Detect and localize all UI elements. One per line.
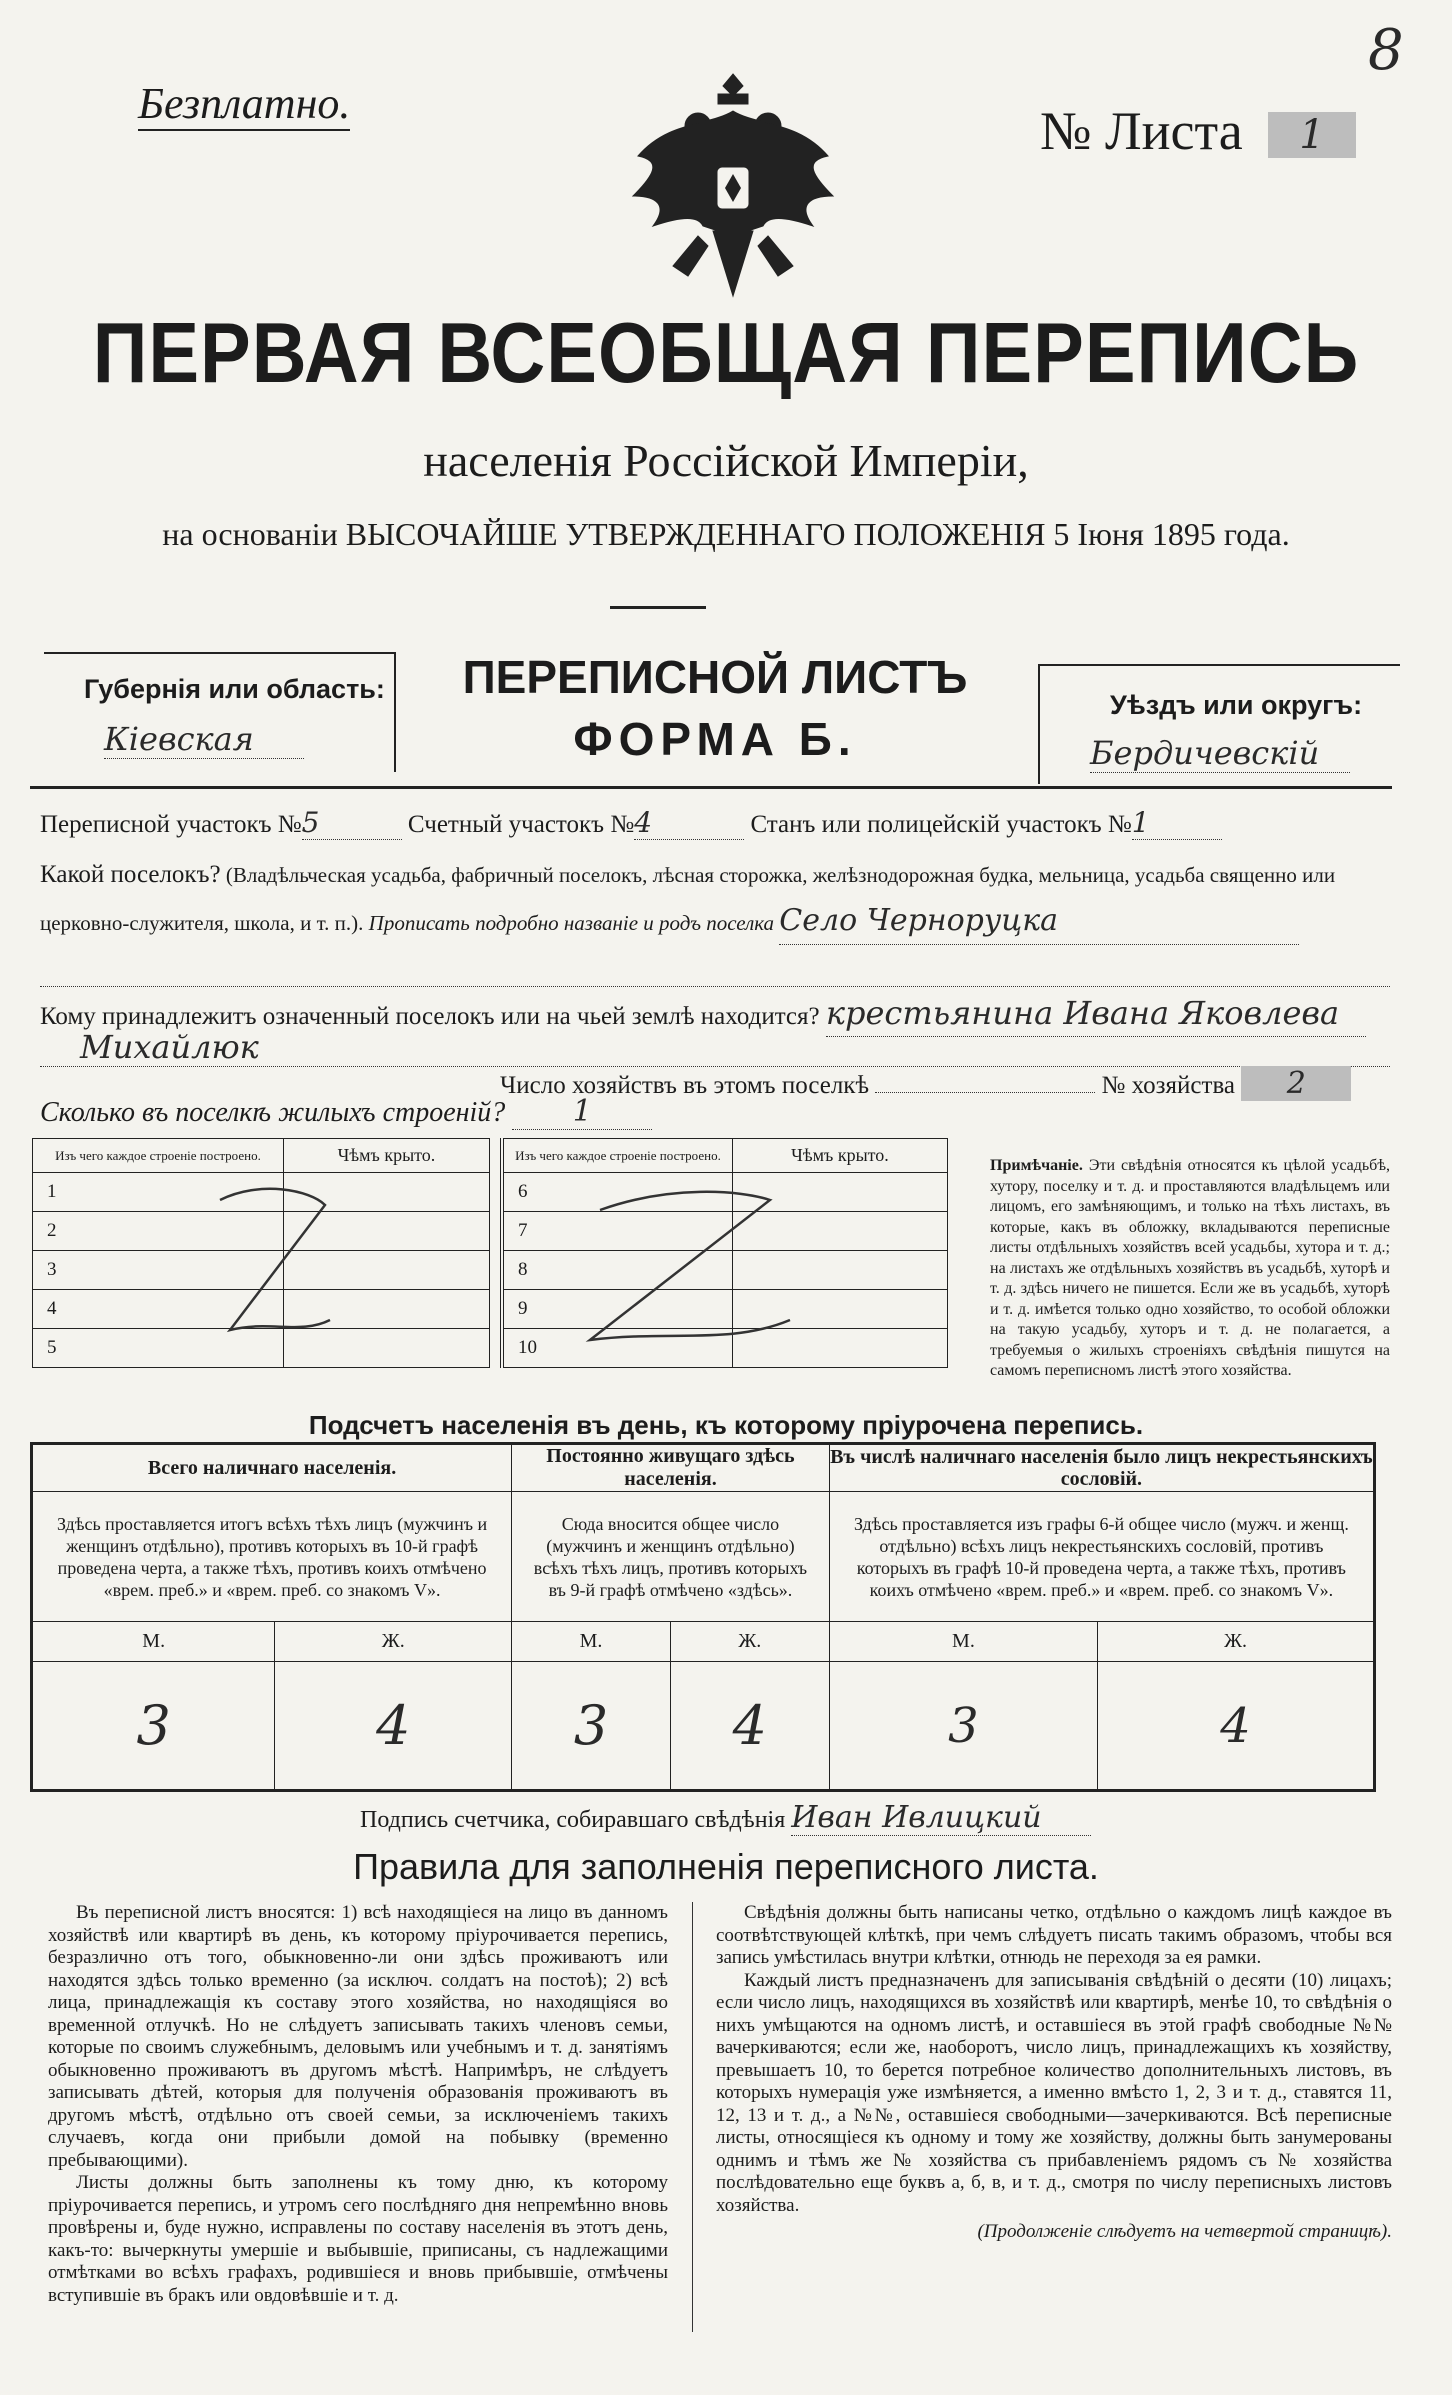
count-col-desc: Здѣсь проставляется изъ графы 6-й общее число (мужч. и женщ. отдѣльно) всѣхъ лицъ некрестьянскихъ сословій, противъ которыхъ въ графѣ 10-й проведена черта, а также тѣхъ, противъ коихъ отмѣчено «врем. преб.» и «врем. преб. со знакомъ V». <box>829 1492 1374 1622</box>
header-rule <box>30 786 1392 789</box>
settlement-block <box>40 852 1390 946</box>
bld-row: 9 <box>502 1290 733 1329</box>
buildings-question: Сколько въ поселкѣ жилыхъ строеній? <box>40 1097 506 1128</box>
bld-col-material: Изъ чего каждое строеніе построено. <box>502 1139 733 1173</box>
sheet-number-value: 1 <box>1268 112 1356 158</box>
settlement-hint-detail: Прописать подробно названіе и родъ поселка <box>368 911 775 935</box>
plot-line <box>40 806 1410 840</box>
count-plot-value: 4 <box>634 806 744 840</box>
bld-row: 4 <box>33 1290 284 1329</box>
signature-value: Иван Ивлицкий <box>791 1800 1091 1836</box>
bld-row: 2 <box>33 1212 284 1251</box>
note-text: Эти свѣдѣнія относятся къ цѣлой усадьбѣ, хутору, поселку и т. д. и проставляются владѣльцемъ или лицомъ, его замѣняющимъ, и только на тѣхъ листахъ, въ которые, какъ въ обложку, вкладываются переписные листы отдѣльныхъ хозяйствъ всей усадьбы, хутора и т. д.; на листахъ же отдѣльныхъ хозяйствъ въ усадьбѣ, хуторѣ и т. д. здѣсь ничего не пишется. Если же въ усадьбѣ, хуторѣ и т. д. имѣется только одно хозяйство, то особой обложки на такую усадьбу, хуторъ и т. д. не полагается, а требуемыя о жилыхъ строеніяхъ свѣдѣнія пишутся на самомъ переписномъ листѣ этого хозяйства. <box>990 1157 1391 1379</box>
owner-value-2: Михайлюк <box>40 1028 1390 1067</box>
buildings-note <box>990 1156 1390 1382</box>
count-col-desc: Сюда вносится общее число (мужчинъ и женщинъ отдѣльно) всѣхъ тѣхъ лицъ, противъ которыхъ въ 9-й графѣ отмѣчено «здѣсь». <box>512 1492 830 1622</box>
count-plot-label: Счетный участокъ № <box>407 811 635 838</box>
free-label: Безплатно. <box>138 78 350 131</box>
buildings-line <box>40 1094 652 1130</box>
district-label: Уѣздъ или округъ: <box>1110 690 1363 720</box>
signature-label: Подпись счетчика, собиравшаго свѣдѣнія <box>360 1807 786 1833</box>
note-label: Примѣчаніе. <box>990 1157 1083 1174</box>
census-basis: на основаніи ВЫСОЧАЙШЕ УТВЕРЖДЕННАГО ПОЛОЖЕНІЯ 5 Іюня 1895 года. <box>162 516 1290 552</box>
rules-right-column <box>716 1902 1392 2244</box>
count-col-head: Въ числѣ наличнаго населенія было лицъ некрестьянскихъ сословій. <box>829 1444 1374 1492</box>
district-value: Бердичевскій <box>1090 734 1350 773</box>
rules-right-para-1: Свѣдѣнія должны быть написаны четко, отдѣльно о каждомъ лицѣ каждое въ соотвѣтствующей клѣткѣ, при чемъ слѣдуетъ писать такимъ образомъ, чтобы вся запись умѣстилась внутри клѣтки, отнюдь не переходя за ея рамки. <box>716 1902 1392 1968</box>
province-box <box>44 652 396 772</box>
bld-col-material: Изъ чего каждое строеніе построено. <box>33 1139 284 1173</box>
female-header: Ж. <box>275 1622 512 1662</box>
province-value: Кіевская <box>104 720 304 759</box>
population-count-table <box>30 1442 1376 1792</box>
male-header: М. <box>32 1622 275 1662</box>
camp-label: Станъ или полицейскій участокъ № <box>750 811 1132 838</box>
count-value-male-nonpeasant: 3 <box>829 1662 1097 1791</box>
bld-row: 7 <box>502 1212 733 1251</box>
bld-row: 6 <box>502 1173 733 1212</box>
household-number-value: 2 <box>1241 1066 1351 1101</box>
bld-col-roof: Чѣмъ крыто. <box>284 1139 490 1173</box>
rules-title: Правила для заполненія переписного листа. <box>353 1846 1099 1887</box>
rules-left-column <box>48 1902 668 2307</box>
sheet-number-label: № Листа <box>1040 101 1243 161</box>
plot-value: 5 <box>302 806 402 840</box>
count-title: Подсчетъ населенія въ день, къ которому пріурочена перепись. <box>308 1410 1144 1440</box>
owner-value-1: крестьянина Ивана Яковлева <box>826 990 1366 1037</box>
signature-line <box>360 1800 1091 1836</box>
household-number-label: № хозяйства <box>1101 1072 1236 1099</box>
district-box <box>1038 664 1400 784</box>
count-value-female-present: 4 <box>275 1662 512 1791</box>
count-col-head: Постоянно живущаго здѣсь населенія. <box>512 1444 830 1492</box>
camp-value: 1 <box>1132 806 1222 840</box>
plot-label: Переписной участокъ № <box>40 811 302 838</box>
bld-row: 8 <box>502 1251 733 1290</box>
crossed-out-strokes <box>150 1170 910 1370</box>
form-header <box>400 650 1030 766</box>
form-title: ПЕРЕПИСНОЙ ЛИСТЪ <box>462 651 968 703</box>
title-divider <box>610 606 706 609</box>
bld-row: 3 <box>33 1251 284 1290</box>
male-header: М. <box>829 1622 1097 1662</box>
double-headed-eagle-emblem <box>628 66 838 306</box>
settlement-value: Село Черноруцка <box>779 898 1299 945</box>
owner-line-2 <box>40 1028 1390 1067</box>
form-code: ФОРМА Б. <box>573 713 857 765</box>
census-title: ПЕРВАЯ ВСЕОБЩАЯ ПЕРЕПИСЬ <box>92 305 1360 402</box>
bld-row: 5 <box>33 1329 284 1368</box>
bld-col-roof: Чѣмъ крыто. <box>733 1139 948 1173</box>
households-label: Число хозяйствъ въ этомъ поселкѣ <box>500 1072 870 1099</box>
corner-page-number: 8 <box>1368 18 1404 83</box>
province-label: Губернія или область: <box>84 674 385 704</box>
rules-left-para-1: Въ переписной листъ вносятся: 1) всѣ находящіеся на лицо въ данномъ хозяйствѣ или квартирѣ въ день, къ которому пріурочивается перепись, безразлично отъ того, обыкновенно-ли они здѣсь проживаютъ или находятся здѣсь только временно (за исключ. солдатъ на постоѣ); 2) всѣ лица, принадлежащія къ составу этого хозяйства, но находящіяся во временной отлучкѣ. Но не слѣдуетъ записывать такихъ членовъ семьи, которые по своимъ служебнымъ, деловымъ или учебнымъ и т. д. занятіямъ обыкновенно проживаютъ въ другомъ мѣстѣ. Напримѣръ, не слѣдуетъ записывать дѣтей, которыя для полученія образованія проживаютъ въ другомъ мѣстѣ, отдѣльно отъ своей семьи, за исключеніемъ такихъ случаевъ, когда они прибыли домой на побывку (временно пребывающими). <box>48 1902 668 2171</box>
bld-row: 10 <box>502 1329 733 1368</box>
buildings-value: 1 <box>512 1094 652 1130</box>
settlement-blank-line <box>40 986 1390 987</box>
count-col-head: Всего наличнаго населенія. <box>32 1444 512 1492</box>
count-col-desc: Здѣсь проставляется итогъ всѣхъ тѣхъ лицъ (мужчинъ и женщинъ отдѣльно), противъ которыхъ въ 10-й графѣ проведена черта, а также тѣхъ, противъ коихъ отмѣчено «врем. преб.» и «врем. преб. со знакомъ V». <box>32 1492 512 1622</box>
female-header: Ж. <box>1098 1622 1375 1662</box>
settlement-question: Какой поселокъ? <box>40 861 221 888</box>
settlement-hint: (Владѣльческая усадьба, фабричный поселокъ, лѣсная сторожка, желѣзнодорожная будка, мельница, усадьба священно или церковно-служителя, школа, и т. п.). <box>40 863 1336 935</box>
rules-column-divider <box>692 1902 693 2332</box>
count-value-male-permanent: 3 <box>512 1662 671 1791</box>
count-value-female-nonpeasant: 4 <box>1098 1662 1375 1791</box>
bld-row: 1 <box>33 1173 284 1212</box>
count-value-female-permanent: 4 <box>670 1662 829 1791</box>
owner-question: Кому принадлежитъ означенный поселокъ или на чьей землѣ находится? <box>40 1003 820 1030</box>
count-value-male-present: 3 <box>32 1662 275 1791</box>
female-header: Ж. <box>670 1622 829 1662</box>
rules-right-para-2: Каждый листъ предназначенъ для записыванія свѣдѣній о десяти (10) лицахъ; если число лицъ, находящихся въ хозяйствѣ или квартирѣ, менѣе 10, то свѣдѣнія о нихъ умѣщаются на одномъ листѣ, и оставшіеся въ этой графѣ свободные №№ вачеркиваются; если же, наоборотъ, число лицъ, принадлежащихъ къ хозяйству, превышаетъ 10, то берется потребное количество дополнительныхъ листовъ, въ которыхъ нумерація уже измѣняется, а именно вмѣсто 1, 2, 3 и т. д., ставятся 11, 12, 13 и т. д., а №№, оставшіеся свободными—зачеркиваются. Всѣ переписные листы, относящіеся къ одному и тому же хозяйству, должны быть занумерованы однимъ и тѣмъ же № хозяйства съ прибавленіемъ рядомъ съ № хозяйства послѣдовательно еще буквъ а, б, в, и т. д., смотря по числу переписныхъ листовъ хозяйства. <box>716 1969 1392 2216</box>
census-subtitle: населенія Россійской Имперіи, <box>423 435 1029 486</box>
rules-left-para-2: Листы должны быть заполнены къ тому дню, къ которому пріурочивается перепись, и утромъ сего послѣдняго дня непремѣнно вновь провѣрены и, буде нужно, исправлены по составу населенія въ этотъ день, какъ-то: вычеркнуты умершіе и выбывшіе, приписаны, съ надлежащими отмѣтками во всѣхъ графахъ, родившіеся и вновь прибывшіе, отмѣчены вступившіе въ бракъ или овдовѣвшіе и т. д. <box>48 2172 668 2306</box>
male-header: М. <box>512 1622 671 1662</box>
rules-continued-note: (Продолженіе слѣдуетъ на четвертой страницѣ). <box>977 2221 1392 2242</box>
